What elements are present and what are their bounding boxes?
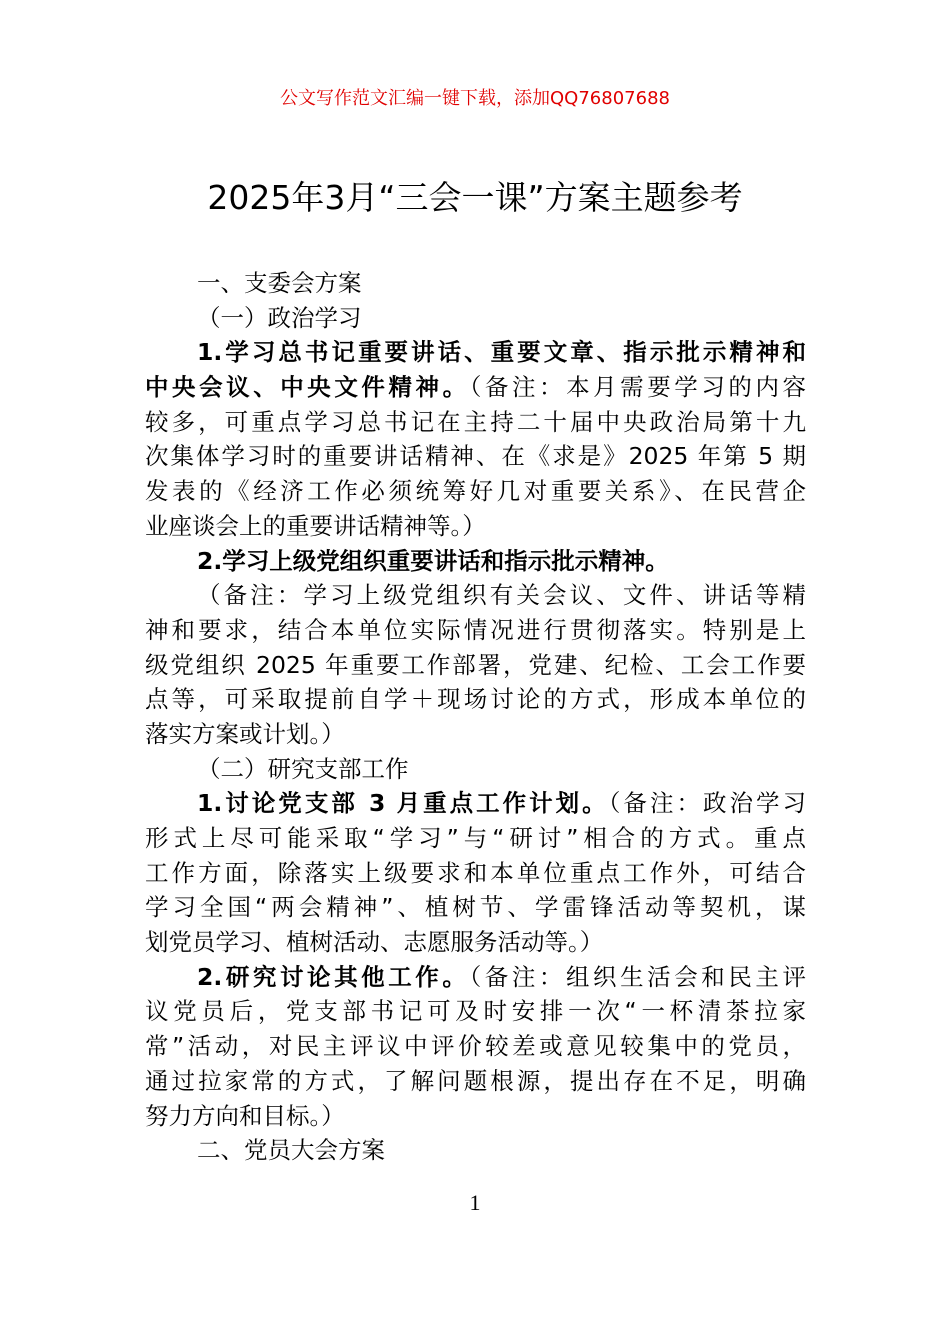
- text-segment: （一）政治学习: [197, 303, 362, 332]
- text-line: [145, 682, 806, 717]
- text-segment: 神和要求，结合本单位实际情况进行贯彻落实。特别是上: [145, 615, 806, 644]
- text-line: [145, 578, 806, 613]
- document-title: 2025年3月“三会一课”方案主题参考: [207, 178, 743, 217]
- text-segment: 落实方案或计划。）: [145, 719, 345, 748]
- text-line: [145, 994, 806, 1029]
- text-segment: （二）研究支部工作: [197, 754, 409, 783]
- watermark-header: 公文写作范文汇编一键下载，添加QQ76807688: [280, 88, 670, 109]
- text-line: [145, 1029, 806, 1064]
- text-segment: 努力方向和目标。）: [145, 1101, 345, 1130]
- text-line: [145, 1133, 806, 1168]
- text-line: [145, 717, 806, 752]
- text-segment: 形式上尽可能采取“学习”与“研讨”相合的方式。重点: [145, 824, 806, 852]
- text-line: [145, 301, 806, 336]
- text-segment: 划党员学习、植树活动、志愿服务活动等。）: [145, 928, 604, 957]
- text-line: [145, 405, 806, 440]
- text-line: [145, 474, 806, 509]
- bold-text: 1.讨论党支部 3 月重点工作计划。: [197, 789, 609, 818]
- text-line: [145, 1099, 806, 1134]
- text-line: [145, 752, 806, 787]
- text-line: [145, 613, 806, 648]
- text-line: [145, 335, 806, 370]
- text-line: [145, 544, 806, 579]
- text-line: [145, 890, 806, 925]
- text-line: [145, 509, 806, 544]
- text-segment: 常”活动，对民主评议中评价较差或意见较集中的党员，: [145, 1032, 806, 1061]
- bold-text: 中央会议、中央文件精神。: [145, 373, 470, 402]
- text-segment: 较多，可重点学习总书记在主持二十届中央政治局第十九: [145, 407, 806, 436]
- text-line: [145, 925, 806, 960]
- text-segment: （备注：学习上级党组织有关会议、文件、讲话等精: [197, 581, 806, 610]
- text-segment: （备注：组织生活会和民主评: [469, 962, 806, 991]
- bold-text: 1.学习总书记重要讲话、重要文章、指示批示精神和: [197, 338, 806, 367]
- text-segment: 学习全国“两会精神”、植树节、学雷锋活动等契机，谋: [145, 893, 806, 922]
- text-segment: 业座谈会上的重要讲话精神等。）: [145, 511, 486, 540]
- text-line: [145, 266, 806, 301]
- text-segment: （备注：本月需要学习的内容: [469, 373, 806, 402]
- text-line: [145, 439, 806, 474]
- text-segment: 点等，可采取提前自学＋现场讨论的方式，形成本单位的: [145, 685, 806, 714]
- document-body: [145, 266, 806, 1168]
- bold-text: 2.研究讨论其他工作。: [197, 962, 470, 991]
- text-segment: 次集体学习时的重要讲话精神、在《求是》2025 年第 5 期: [145, 442, 806, 471]
- text-segment: 级党组织 2025 年重要工作部署，党建、纪检、工会工作要: [145, 650, 806, 679]
- text-line: [145, 370, 806, 405]
- text-segment: 工作方面，除落实上级要求和本单位重点工作外，可结合: [145, 858, 806, 887]
- page-number: 1: [469, 1190, 481, 1215]
- bold-text: 2.学习上级党组织重要讲话和指示批示精神。: [197, 546, 669, 575]
- text-line: [145, 786, 806, 821]
- text-segment: 二、党员大会方案: [197, 1136, 385, 1165]
- text-segment: 发表的《经济工作必须统筹好几对重要关系》、在民营企: [145, 477, 806, 506]
- text-line: [145, 648, 806, 683]
- text-segment: 议党员后，党支部书记可及时安排一次“一杯清茶拉家: [145, 997, 806, 1026]
- text-line: [145, 960, 806, 995]
- text-line: [145, 856, 806, 891]
- text-line: [145, 1064, 806, 1099]
- text-segment: 通过拉家常的方式，了解问题根源，提出存在不足，明确: [145, 1066, 806, 1095]
- text-segment: （备注：政治学习: [608, 789, 806, 818]
- text-segment: 一、支委会方案: [197, 269, 362, 297]
- text-line: [145, 821, 806, 856]
